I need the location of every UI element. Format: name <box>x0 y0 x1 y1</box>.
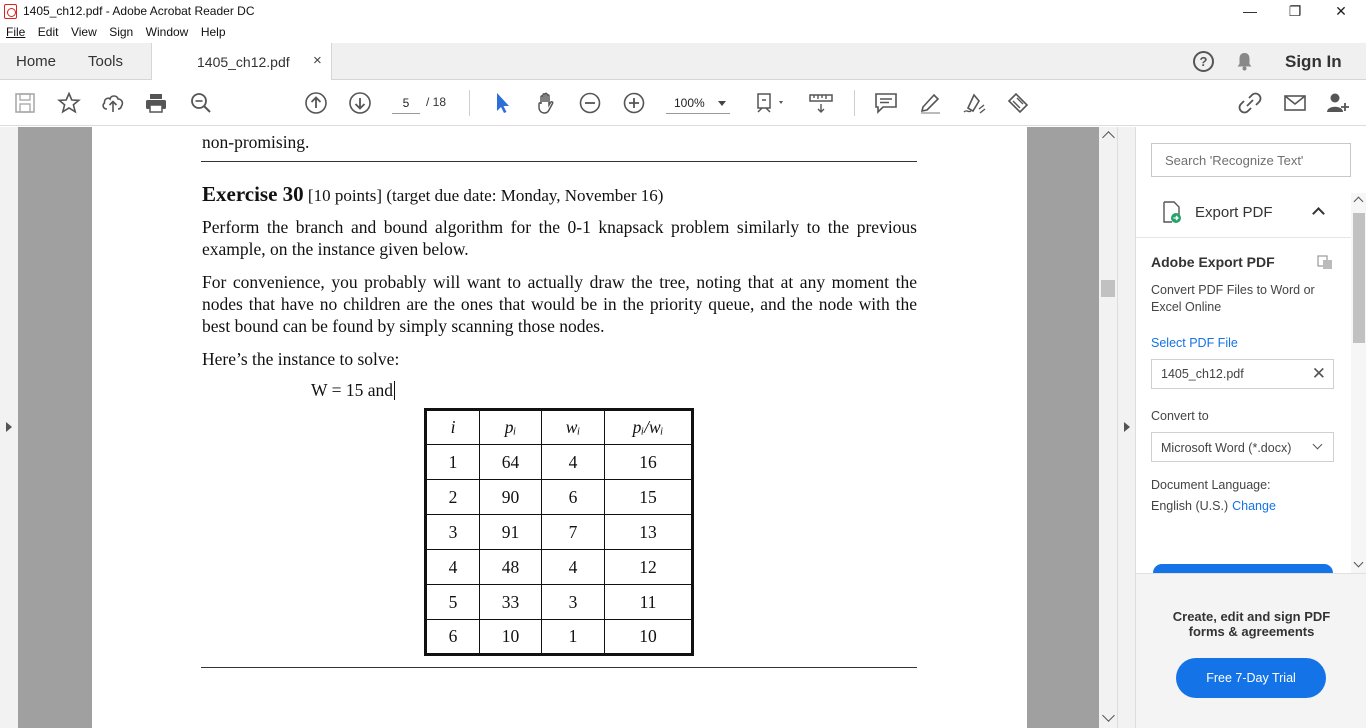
table-row <box>426 550 693 585</box>
table-cell: 64 <box>480 445 542 480</box>
paragraph: Here’s the instance to solve: <box>202 349 400 369</box>
table-cell: 16 <box>605 445 693 480</box>
menu-help[interactable]: Help <box>200 25 226 39</box>
tab-document[interactable] <box>151 43 332 80</box>
zoom-level-value: 100% <box>674 96 705 110</box>
text-fragment: non-promising. <box>202 132 310 152</box>
acrobat-icon <box>4 4 17 19</box>
table-cell: 5 <box>426 585 480 620</box>
chevron-up-icon[interactable] <box>1312 207 1325 220</box>
document-language-value: English (U.S.) <box>1151 499 1229 513</box>
document-scrollbar[interactable] <box>1099 127 1117 728</box>
chevron-down-icon <box>1313 440 1323 450</box>
table-header-row <box>426 410 693 445</box>
table-cell: 90 <box>480 480 542 515</box>
zoom-search-icon[interactable] <box>189 92 213 114</box>
sign-in-button[interactable]: Sign In <box>1285 52 1342 71</box>
exercise-due-date: (target due date: Monday, November 16) <box>386 186 664 205</box>
tab-home[interactable]: Home <box>16 53 57 70</box>
convert-to-label: Convert to <box>1151 409 1209 423</box>
exercise-points: [10 points] <box>307 186 383 205</box>
document-language <box>1151 499 1276 513</box>
export-pdf-title[interactable]: Export PDF <box>1195 204 1273 221</box>
previous-page-icon[interactable] <box>304 92 328 114</box>
menu-window[interactable]: Window <box>145 25 189 39</box>
column-header: pᵢ/wᵢ <box>605 410 693 445</box>
table-cell: 4 <box>426 550 480 585</box>
save-icon[interactable] <box>13 92 37 114</box>
close-tab-button[interactable]: × <box>313 52 322 69</box>
next-page-icon[interactable] <box>348 92 372 114</box>
adobe-export-title: Adobe Export PDF <box>1151 254 1275 270</box>
table-row <box>426 445 693 480</box>
pdf-page <box>92 127 1027 728</box>
promo-line: Create, edit and sign PDF <box>1172 609 1331 624</box>
toolbar <box>0 80 1366 126</box>
right-pane-toggle[interactable] <box>1117 127 1135 728</box>
table-cell: 4 <box>542 550 605 585</box>
convert-button[interactable] <box>1153 564 1333 573</box>
menu-edit[interactable]: Edit <box>37 25 59 39</box>
knapsack-table <box>424 408 694 656</box>
export-settings-icon[interactable] <box>1317 255 1333 270</box>
promo-text <box>1136 609 1366 639</box>
collapse-right-icon <box>1124 422 1130 432</box>
email-icon[interactable] <box>1283 92 1307 114</box>
page-total: / 18 <box>426 95 447 109</box>
table-cell: 15 <box>605 480 693 515</box>
table-cell: 2 <box>426 480 480 515</box>
help-icon[interactable]: ? <box>1193 51 1214 72</box>
scroll-down-icon[interactable] <box>1102 709 1115 722</box>
hand-tool-icon[interactable] <box>534 92 558 114</box>
add-user-icon[interactable] <box>1326 92 1350 114</box>
tools-pane <box>1135 127 1366 728</box>
capacity-line <box>311 380 395 401</box>
horizontal-rule <box>201 667 917 668</box>
exercise-label: Exercise 30 <box>202 182 304 206</box>
table-cell: 10 <box>605 620 693 655</box>
selected-file-name: 1405_ch12.pdf <box>1161 367 1244 381</box>
menu-bar <box>0 23 1366 43</box>
table-cell: 6 <box>426 620 480 655</box>
draw-sign-icon[interactable] <box>962 92 986 114</box>
convert-format-dropdown[interactable] <box>1151 432 1334 462</box>
table-row <box>426 515 693 550</box>
table-cell: 3 <box>542 585 605 620</box>
exercise-heading <box>202 182 663 207</box>
paragraph: Perform the branch and bound algorithm for the 0-1 knapsack problem similarly to the previous example, on the instance given below. <box>202 217 917 259</box>
bookmark-star-icon[interactable] <box>57 92 81 114</box>
convert-format-value: Microsoft Word (*.docx) <box>1161 441 1292 455</box>
measure-ruler-icon[interactable] <box>809 92 833 114</box>
select-pdf-file-link[interactable]: Select PDF File <box>1151 336 1238 350</box>
scroll-down-icon[interactable] <box>1354 558 1364 568</box>
zoom-in-icon[interactable] <box>622 92 646 114</box>
document-language-label: Document Language: <box>1151 478 1271 492</box>
scroll-up-icon[interactable] <box>1102 131 1115 144</box>
change-language-link[interactable]: Change <box>1232 499 1276 513</box>
column-header: wᵢ <box>542 410 605 445</box>
menu-view[interactable]: View <box>70 25 97 39</box>
title-bar <box>0 0 1366 23</box>
upload-cloud-icon[interactable] <box>101 92 125 114</box>
select-cursor-icon[interactable] <box>490 92 514 114</box>
table-row <box>426 585 693 620</box>
table-cell: 10 <box>480 620 542 655</box>
table-cell: 7 <box>542 515 605 550</box>
scrollbar-thumb[interactable] <box>1101 280 1115 297</box>
column-header: pᵢ <box>480 410 542 445</box>
scroll-up-icon[interactable] <box>1354 197 1364 207</box>
scrollbar-thumb[interactable] <box>1353 213 1365 343</box>
promo-line: forms & agreements <box>1188 624 1315 639</box>
promo-section <box>1136 573 1366 728</box>
toolbar-divider <box>854 90 855 116</box>
table-cell: 91 <box>480 515 542 550</box>
free-trial-button[interactable]: Free 7-Day Trial <box>1176 658 1326 698</box>
highlight-pen-icon[interactable] <box>918 92 942 114</box>
close-window-button[interactable]: ✕ <box>1335 3 1347 19</box>
zoom-level-dropdown[interactable] <box>666 94 730 114</box>
minimize-button[interactable]: — <box>1243 3 1257 19</box>
divider <box>1136 237 1351 238</box>
table-cell: 3 <box>426 515 480 550</box>
table-cell: 1 <box>426 445 480 480</box>
expand-left-icon <box>6 422 12 432</box>
search-input[interactable]: Search 'Recognize Text' <box>1151 143 1351 177</box>
tab-bar <box>0 43 1366 80</box>
toolbar-divider <box>469 90 470 116</box>
table-row <box>426 620 693 655</box>
selected-file-field[interactable] <box>1151 359 1334 389</box>
page-fit-icon[interactable] <box>756 92 788 114</box>
table-cell: 4 <box>542 445 605 480</box>
table-cell: 11 <box>605 585 693 620</box>
table-row <box>426 480 693 515</box>
tab-document-label: 1405_ch12.pdf <box>197 54 290 70</box>
maximize-button[interactable]: ❐ <box>1288 3 1302 19</box>
capacity-text: W = 15 and <box>311 380 393 400</box>
text-cursor <box>394 381 395 400</box>
print-icon[interactable] <box>144 92 168 114</box>
left-pane-toggle[interactable] <box>0 127 18 728</box>
zoom-out-icon[interactable] <box>578 92 602 114</box>
tab-tools[interactable]: Tools <box>88 53 124 70</box>
notification-bell-icon[interactable] <box>1236 52 1253 71</box>
clear-file-icon[interactable]: ✕ <box>1311 364 1326 383</box>
table-cell: 33 <box>480 585 542 620</box>
table-cell: 6 <box>542 480 605 515</box>
table-cell: 1 <box>542 620 605 655</box>
comment-icon[interactable] <box>874 92 898 114</box>
window-title: 1405_ch12.pdf - Adobe Acrobat Reader DC <box>23 4 255 18</box>
share-link-icon[interactable] <box>1238 92 1262 114</box>
chevron-down-icon <box>718 101 726 106</box>
fill-sign-icon[interactable] <box>1006 92 1030 114</box>
table-cell: 13 <box>605 515 693 550</box>
column-header: i <box>426 410 480 445</box>
horizontal-rule <box>201 161 917 162</box>
page-number-input[interactable]: 5 <box>392 94 420 114</box>
export-pdf-icon <box>1163 201 1181 223</box>
table-cell: 48 <box>480 550 542 585</box>
table-cell: 12 <box>605 550 693 585</box>
paragraph: For convenience, you probably will want to actually draw the tree, noting that at any moment the nodes that have no children are the ones that would be in the priority queue, and the node with the best bound can be found by simply scanning those nodes. <box>202 272 917 336</box>
menu-sign[interactable]: Sign <box>109 25 134 39</box>
menu-file[interactable]: File <box>6 25 26 39</box>
tools-pane-scrollbar[interactable] <box>1351 193 1366 573</box>
adobe-export-description: Convert PDF Files to Word or Excel Online <box>1151 283 1315 314</box>
